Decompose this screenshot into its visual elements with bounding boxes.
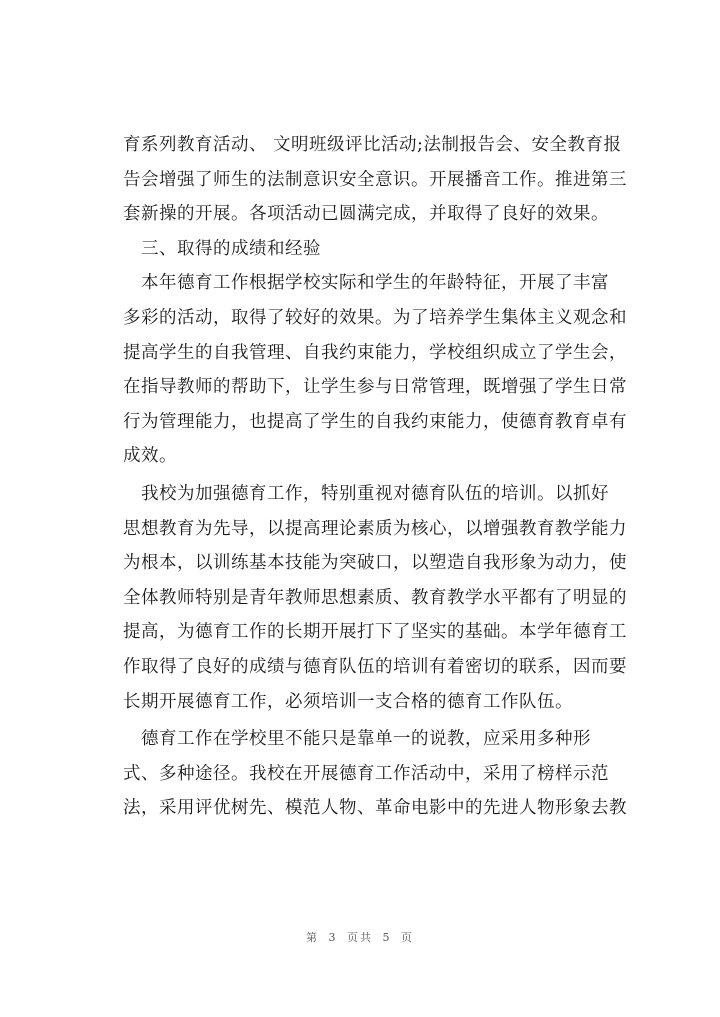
- text-line: 在指导教师的帮助下，让学生参与日常管理，既增强了学生日常: [123, 377, 627, 398]
- total-pages-number: 5: [382, 931, 392, 944]
- text-line: 本年德育工作根据学校实际和学生的年龄特征，开展了丰富: [141, 273, 609, 294]
- text-line: 全体教师特别是青年教师思想素质、教育教学水平都有了明显的: [123, 587, 627, 608]
- page-label-prefix: 第: [306, 931, 319, 944]
- text-line: 行为管理能力，也提高了学生的自我约束能力，使德育教育卓有: [123, 411, 627, 432]
- text-line: 告会增强了师生的法制意识安全意识。开展播音工作。推进第三: [123, 169, 627, 190]
- text-line: 式、多种途径。我校在开展德育工作活动中，采用了榜样示范: [123, 763, 609, 784]
- text-line: 德育工作在学校里不能只是靠单一的说教，应采用多种形: [141, 729, 591, 750]
- page-label-suffix: 页: [401, 931, 414, 944]
- document-body: [123, 128, 627, 826]
- page-label-mid: 页共: [347, 931, 373, 944]
- text-line: 作取得了良好的成绩与德育队伍的培训有着密切的联系，因而要: [123, 656, 627, 677]
- text-line: 套新操的开展。各项活动已圆满完成，并取得了良好的效果。: [123, 204, 609, 225]
- text-line: 提高学生的自我管理、自我约束能力，学校组织成立了学生会，: [123, 342, 627, 363]
- text-line: 提高，为德育工作的长期开展打下了坚实的基础。本学年德育工: [123, 622, 627, 643]
- text-line: 成效。: [123, 446, 177, 467]
- text-line: 长期开展德育工作，必须培训一支合格的德育工作队伍。: [123, 691, 573, 712]
- page-footer: [0, 929, 720, 945]
- text-line: 为根本，以训练基本技能为突破口，以塑造自我形象为动力，使: [123, 553, 627, 574]
- text-line: 思想教育为先导，以提高理论素质为核心，以增强教育教学能力: [123, 518, 627, 539]
- text-line: 育系列教育活动、 文明班级评比活动;法制报告会、安全教育报: [123, 135, 622, 155]
- section-heading: 三、取得的成绩和经验: [141, 238, 321, 259]
- current-page-number: 3: [328, 931, 338, 944]
- text-line: 我校为加强德育工作，特别重视对德育队伍的培训。以抓好: [141, 483, 609, 504]
- text-line: 法，采用评优树先、模范人物、革命电影中的先进人物形象去教: [123, 798, 627, 819]
- text-line: 多彩的活动，取得了较好的效果。为了培养学生集体主义观念和: [123, 307, 627, 328]
